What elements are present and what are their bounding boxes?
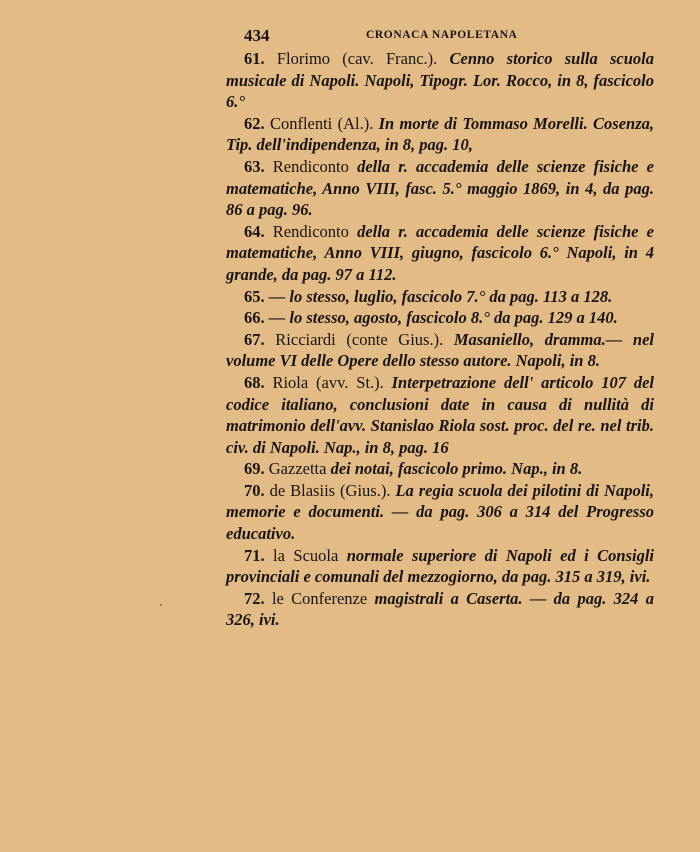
entry-author: Florimo (cav. Franc.).	[264, 49, 450, 68]
entry-title: Cenno storico sulla scuola musicale di Napoli. Napoli, Tipogr. Lor. Rocco, in 8, fascicolo 6.°	[226, 49, 654, 112]
entry-title: della r. accademia delle scienze fisiche e matematiche, Anno VIII, giugno, fascicolo 6.° Napoli, in 4 grande, da pag. 97 a 112.	[226, 221, 655, 284]
running-title: CRONACA NAPOLETANA	[366, 29, 518, 41]
entry-author: Riola (avv. St.).	[264, 372, 392, 392]
entry-title: dei notai, fascicolo primo. Nap., in 8.	[330, 459, 583, 479]
bibliography-entry	[226, 545, 654, 588]
entry-number: 64.	[244, 221, 265, 241]
entry-number: 66.	[244, 308, 265, 328]
entry-author: la Scuola	[264, 545, 347, 565]
bibliography-entry	[226, 372, 654, 458]
entry-author: Rendiconto	[264, 221, 358, 241]
bibliography-entry	[226, 458, 654, 480]
entry-number: 69.	[244, 459, 265, 479]
entry-number: 68.	[244, 372, 265, 392]
bibliography-entry	[226, 329, 654, 372]
entry-title: — lo stesso, luglio, fascicolo 7.° da pag. 113 a 128.	[268, 286, 613, 306]
page-header	[244, 26, 664, 46]
entry-number: 67.	[244, 329, 265, 349]
bibliography-entry	[226, 113, 654, 156]
bibliography-entry	[226, 307, 654, 329]
entry-number: 70.	[244, 480, 265, 500]
entry-author: de Blasiis (Gius.).	[264, 480, 396, 500]
bibliography-entry	[226, 156, 654, 221]
entry-author: Conflenti (Al.).	[264, 113, 379, 133]
bibliography-entry	[226, 480, 654, 545]
entry-title: normale superiore di Napoli ed i Consigli provinciali e comunali del mezzogiorno, da pag. 315 a 319, ivi.	[226, 545, 654, 587]
entry-title: In morte di Tommaso Morelli. Cosenza, Tip. dell'indipendenza, in 8, pag. 10,	[226, 113, 654, 155]
bibliography-entry	[226, 221, 654, 286]
page-number: 434	[244, 26, 270, 45]
entry-title: della r. accademia delle scienze fisiche e matematiche, Anno VIII, fasc.	[226, 156, 655, 198]
paper-speck	[160, 604, 162, 606]
entry-title: — lo stesso, agosto, fascicolo 8.° da pag. 129 a 140.	[268, 308, 618, 328]
entry-author: Rendiconto	[264, 156, 358, 176]
bibliography-entry	[226, 588, 654, 631]
entry-title: La regia scuola dei pilotini di Napoli, memorie e documenti. — da pag. 306 a 314 del Progresso educativo.	[226, 480, 654, 544]
entry-number: 71.	[244, 545, 265, 565]
bibliography-entry	[226, 48, 654, 113]
entry-title: Masaniello, dramma.— nel volume VI delle Opere dello stesso autore. Napoli, in 8.	[226, 329, 654, 371]
entry-tail: 5.° maggio 1869, in 4, da pag. 86 a pag. 96.	[226, 178, 655, 220]
entry-author: le Conferenze	[264, 588, 375, 608]
entry-author: Ricciardi (conte Gius.).	[264, 329, 454, 349]
entry-number: 72.	[244, 588, 265, 608]
bibliography-entry	[226, 286, 654, 308]
entry-number: 62.	[244, 113, 265, 133]
entry-number: 65.	[244, 286, 265, 306]
entry-number: 61.	[244, 49, 265, 68]
bibliography-list	[226, 48, 654, 631]
entry-title: magistrali a Caserta. — da pag. 324 a 326, ivi.	[226, 588, 654, 630]
entry-title: Interpetrazione dell' articolo 107 del codice italiano, conclusioni date in causa di nullità di matrimonio dell'avv. Stanislao Riola sost. proc. del re. nel trib. civ. di Napoli. Nap., in 8, pag. 16	[226, 372, 654, 457]
entry-number: 63.	[244, 156, 265, 176]
entry-author: Gazzetta	[264, 459, 331, 479]
